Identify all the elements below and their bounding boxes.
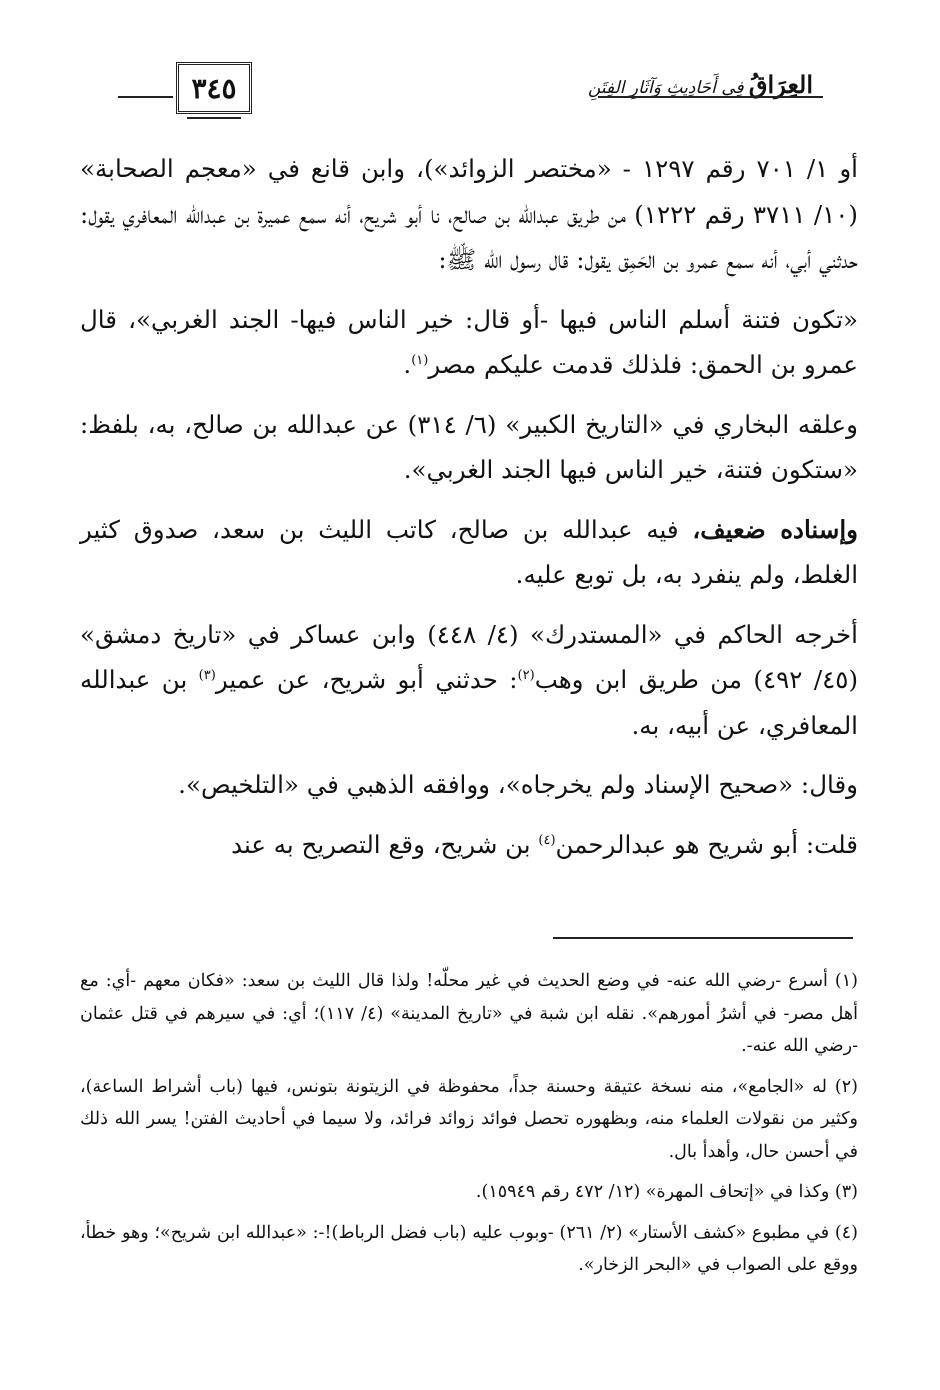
footnote-marker-3[interactable]: (٣) <box>198 667 216 683</box>
running-title-rest: فِي أَحَادِيثِ وَآثَارِ الفِتَنِ <box>587 78 744 98</box>
footnote-marker-4[interactable]: (٤) <box>538 832 556 848</box>
header-rule-left <box>118 96 173 98</box>
header-rule-right <box>598 96 823 98</box>
note-text-a: قلت: أبو شريح هو عبدالرحمن <box>555 829 858 859</box>
page-header <box>118 62 823 114</box>
paragraph-5: أخرجه الحاكم في «المستدرك» (٤/ ٤٤٨) وابن عساكر في «تاريخ دمشق» (٤٥/ ٤٩٢) من طريق ابن وهب$^{(٢)}$: حدثني أبو شريح، عن عمير$^{(٣)}$ بن عبدالله المعافري، عن أبيه، به. <box>80 619 858 740</box>
grading-phrase: وإسناده ضعيف، <box>692 514 858 544</box>
paragraph-7 <box>80 822 858 868</box>
note-text-b: بن شريح، وقع التصريح به عند <box>231 829 531 859</box>
grading-text: فيه عبدالله بن صالح، كاتب الليث بن سعد، صدوق كثير الغلط، ولم ينفرد به، بل توبع عليه. <box>80 514 858 589</box>
footnote-marker-2[interactable]: (٢) <box>517 667 535 683</box>
paragraph-3: وعلقه البخاري في «التاريخ الكبير» (٦/ ٣١٤) عن عبدالله بن صالح، به، بلفظ: «ستكون فتنة، خير الناس فيها الجند الغربي». <box>80 409 858 484</box>
footnote-separator <box>553 937 853 939</box>
footnote-1: (١) أسرع -رضي الله عنه- في وضع الحديث في غير محلّه! ولذا قال الليث بن سعد: «فكان معهم -أي: مع أهل مصر- في أشرُ أمورهم». نقله ابن شبة في «تاريخ المدينة» (٤/ ١١٧)؛ أي: في سيرهم في قتل عثمان -رضي الله عنه-. <box>80 971 858 1056</box>
paragraph-4 <box>80 507 858 598</box>
paragraph-2: «تكون فتنة أسلم الناس فيها -أو قال: خير الناس فيها- الجند الغربي»، قال عمرو بن الحمق: فلذلك قدمت عليكم مصر$^{(١)}$. <box>80 304 858 379</box>
footnote-4: (٤) في مطبوع «كشف الأستار» (٢/ ٢٦١) -وبوب عليه (باب فضل الرباط)!-: «عبدالله ابن شريح»؛ وهو خطأ، ووقع على الصواب في «البحر الزخار». <box>80 1222 858 1275</box>
paragraph-1: أو ١/ ٧٠١ رقم ١٢٩٧ - «مختصر الزوائد»)، وابن قانع في «معجم الصحابة» (١٠/ ٣٧١١ رقم ١٢٢٢) من طريق عبدالله بن صالح، نا أبو شريح، أنه سمع عميرة بن عبدالله المعافري يقول: حدثني أبي، أنه سمع عمرو بن الحَمِق يقول: قال رسول الله ﷺ: <box>80 154 858 274</box>
page-number: ٣٤٥ <box>191 71 237 105</box>
takhrij-text-c: بن عبدالله المعافري، عن أبيه، به. <box>80 665 858 740</box>
takhrij-text-b: حدثني أبو شريح، عن عمير <box>215 665 498 694</box>
page-number-box <box>176 62 252 114</box>
hadith-text: «تكون فتنة أسلم الناس فيها -أو قال: خير الناس فيها- الجند الغربي»، قال عمرو بن الحمق: فلذلك قدمت عليكم مصر <box>80 304 858 379</box>
paragraph-6: وقال: «صحيح الإسناد ولم يخرجاه»، ووافقه الذهبي في «التلخيص». <box>178 770 858 799</box>
footnote-2: (٢) له «الجامع»، منه نسخة عتيقة وحسنة جداً، محفوظة في الزيتونة بتونس، فيها (باب أشراط الساعة)، وكثير من نقولات العلماء منه، وبظهوره تحصل فوائد زوائد فرائد، ولا سيما في أحاديث الفتن! يسر الله ذلك في أحسن حال، وأهدأ بال. <box>80 1076 858 1162</box>
footnote-3: (٣) وكذا في «إتحاف المهرة» (١٢/ ٤٧٢ رقم ١٥٩٤٩). <box>475 1182 858 1202</box>
main-text <box>80 146 858 881</box>
takhrij-text-a: أخرجه الحاكم في «المستدرك» (٤/ ٤٤٨) وابن عساكر في «تاريخ دمشق» (٤٥/ ٤٩٢) من طريق ابن وهب <box>80 619 858 694</box>
running-title <box>587 70 813 99</box>
footnotes <box>80 965 858 1290</box>
footnote-marker-1[interactable]: (١) <box>411 352 429 368</box>
running-title-main: العِرَاقُ <box>748 70 813 99</box>
